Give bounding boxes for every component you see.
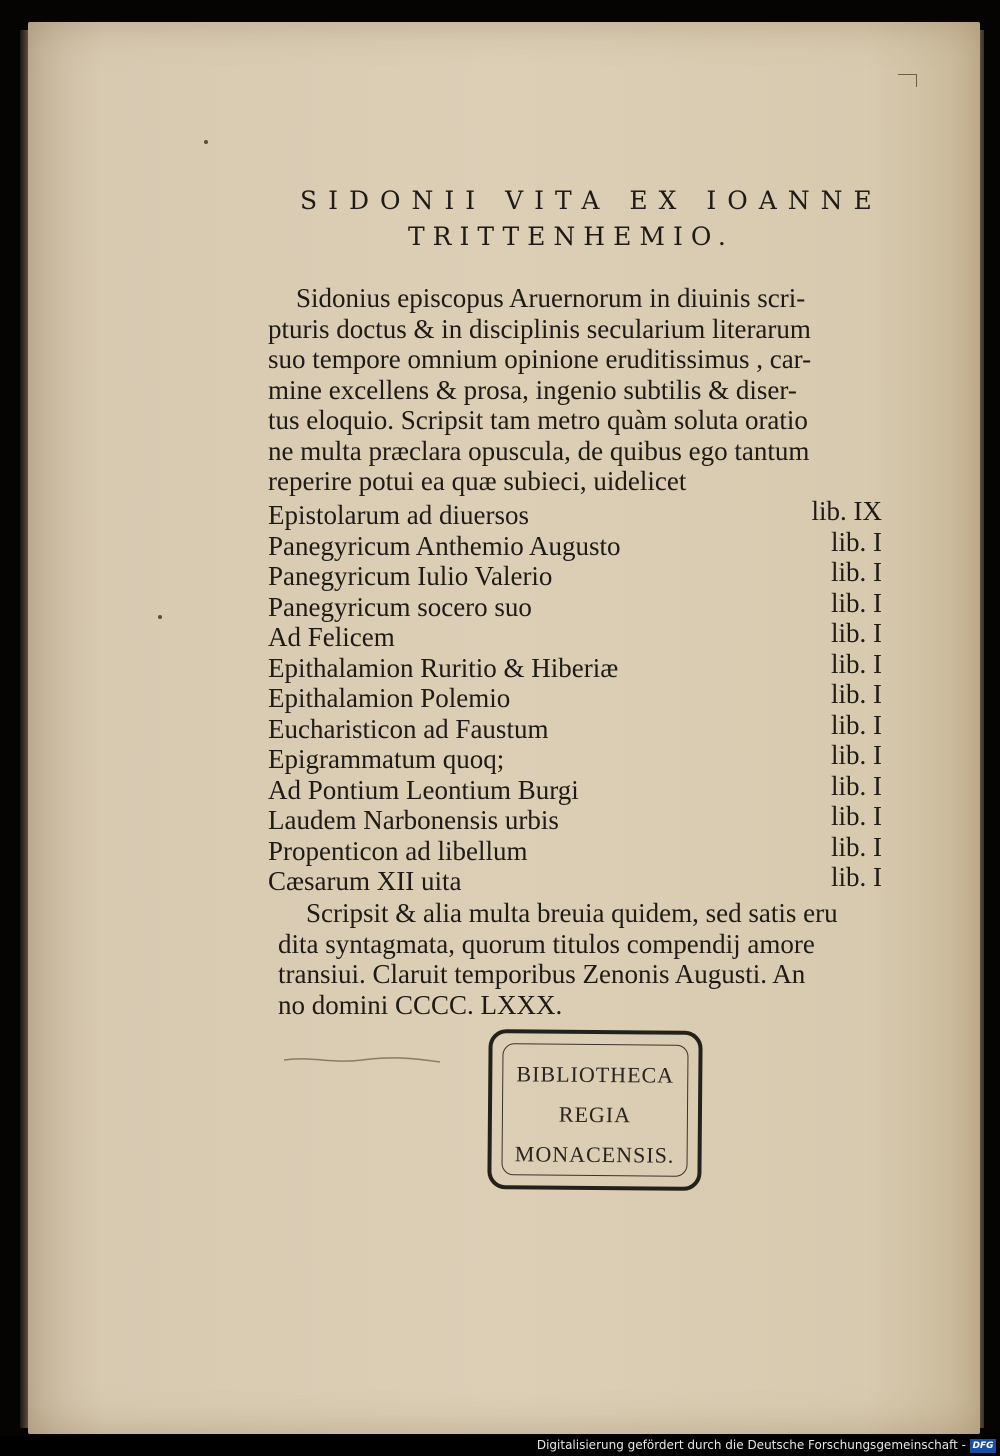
intro-line: suo tempore omnium opinione eruditissimus , car-: [268, 344, 812, 374]
stamp-line-3: MONACENSIS.: [514, 1141, 675, 1168]
heading-line-2: TRITTENHEMIO.: [408, 222, 734, 251]
stamp-line-1: BIBLIOTHECA: [516, 1061, 675, 1088]
work-row: [268, 709, 882, 745]
work-row: [268, 801, 882, 836]
work-title: Panegyricum Anthemio Augusto: [268, 530, 621, 561]
work-books: lib. I: [831, 801, 882, 831]
work-books: lib. I: [831, 648, 882, 679]
intro-line: Sidonius episcopus Aruernorum in diuinis scri-: [296, 283, 806, 313]
work-title: Ad Pontium Leontium Burgi: [268, 774, 579, 805]
ink-speck: [204, 140, 208, 144]
intro-line: mine excellens & prosa, ingenio subtilis & diser-: [268, 374, 797, 405]
stamp-line-2: REGIA: [558, 1101, 632, 1128]
work-row: [268, 526, 882, 562]
heading-line-1: SIDONII VITA EX IOANNE: [300, 186, 883, 215]
intro-paragraph: [268, 283, 888, 497]
work-title: Eucharisticon ad Faustum: [268, 713, 549, 744]
closing-line: transiui. Claruit temporibus Zenonis Augusti. An: [278, 959, 806, 989]
closing-line: no domini CCCC. LXXX.: [278, 989, 563, 1020]
footer-bar: [0, 1436, 1000, 1456]
intro-line: pturis doctus & in disciplinis secularium literarum: [268, 313, 811, 344]
work-title: Propenticon ad libellum: [268, 835, 528, 866]
work-title: Laudem Narbonensis urbis: [268, 805, 559, 835]
closing-paragraph: [278, 898, 888, 1020]
closing-line: Scripsit & alia multa breuia quidem, sed satis eru: [306, 898, 838, 928]
work-title: Epithalamion Polemio: [268, 683, 511, 713]
work-title: Epistolarum ad diuersos: [268, 500, 529, 530]
work-books: lib. I: [831, 526, 882, 557]
pen-scratch: [282, 1054, 442, 1066]
corner-mark: [898, 74, 917, 87]
work-books: lib. I: [831, 831, 882, 862]
library-stamp: [487, 1029, 702, 1191]
intro-line: tus eloquio. Scripsit tam metro quàm soluta oratio: [268, 405, 808, 435]
work-row: [268, 496, 882, 531]
work-books: lib. I: [831, 740, 882, 770]
work-row: [268, 557, 882, 592]
work-row: [268, 770, 882, 806]
work-row: [268, 740, 882, 775]
work-row: [268, 618, 882, 653]
work-row: [268, 648, 882, 684]
intro-line: reperire potui ea quæ subieci, uidelicet: [268, 466, 687, 496]
work-books: lib. I: [831, 557, 882, 587]
work-books: lib. I: [831, 587, 882, 618]
work-row: [268, 587, 882, 623]
ink-speck: [158, 615, 162, 619]
work-books: lib. IX: [811, 496, 882, 526]
work-row: [268, 831, 882, 867]
work-books: lib. I: [831, 770, 882, 801]
work-title: Epithalamion Ruritio & Hiberiæ: [268, 652, 619, 683]
works-list: [268, 496, 882, 897]
work-title: Ad Felicem: [268, 622, 395, 652]
work-books: lib. I: [831, 709, 882, 740]
work-title: Panegyricum Iulio Valerio: [268, 561, 553, 591]
intro-line: ne multa præclara opuscula, de quibus ego tantum: [268, 435, 810, 466]
work-books: lib. I: [831, 618, 882, 648]
work-books: lib. I: [831, 679, 882, 709]
work-row: [268, 862, 882, 897]
work-title: Panegyricum socero suo: [268, 591, 532, 622]
footer-credit: Digitalisierung gefördert durch die Deutsche Forschungsgemeinschaft -: [536, 1438, 966, 1452]
work-row: [268, 679, 882, 714]
dfg-logo: DFG: [970, 1439, 996, 1453]
work-title: Epigrammatum quoq;: [268, 744, 505, 774]
work-title: Cæsarum XII uita: [268, 866, 462, 896]
closing-line: dita syntagmata, quorum titulos compendij amore: [278, 928, 815, 959]
work-books: lib. I: [831, 862, 882, 892]
